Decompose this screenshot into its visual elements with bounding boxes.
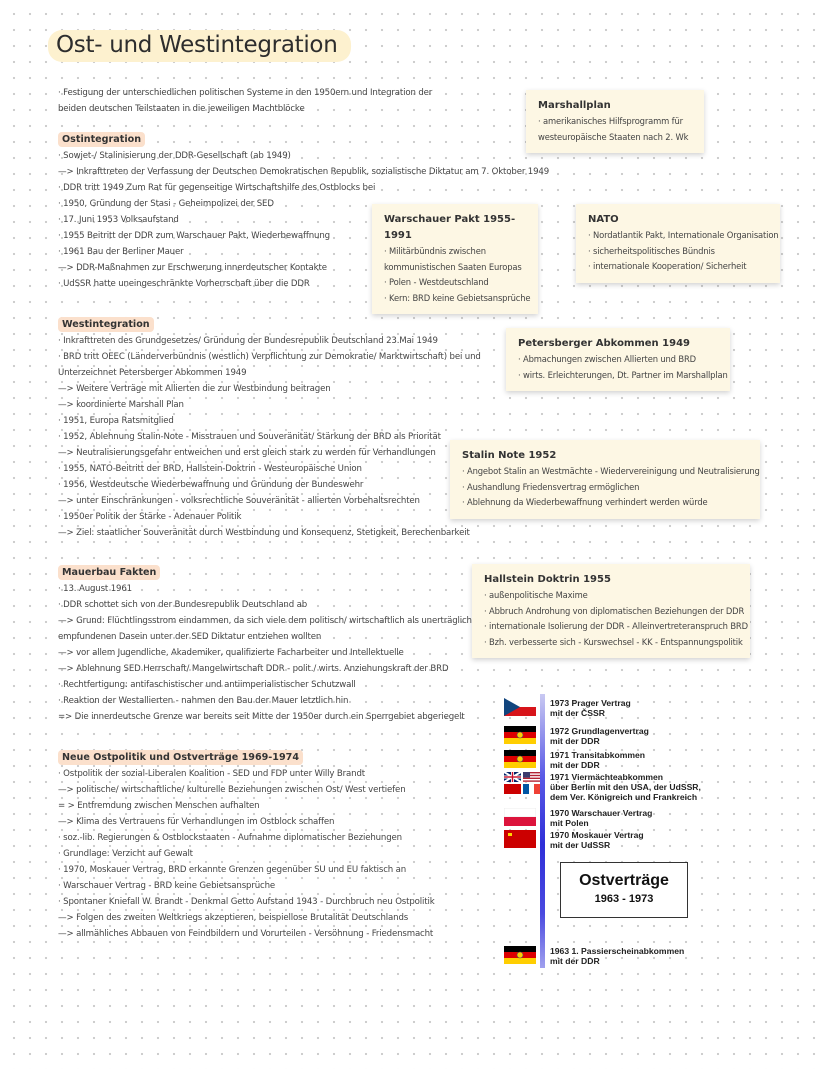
- timeline-text: 1971 Transitabkommen: [550, 750, 646, 760]
- neue-line: —> allmähliches Abbauen von Feindbildern und Vorurteilen - Versöhnung - Friedensmacht: [58, 929, 434, 939]
- note-line: kommunistischen Saaten Europas: [384, 261, 522, 272]
- note-line: westeuropäische Staaten nach 2. Wk: [538, 131, 689, 142]
- ostvertraege-years: 1963 - 1973: [594, 893, 654, 905]
- note-marshallplan: [526, 90, 704, 153]
- west-line: —> Weitere Verträge mit Allierten die zur Westbindung beitragen: [58, 384, 331, 394]
- note-petersberger-abkommen: [506, 328, 730, 391]
- note-line: · Bzh. verbesserte sich - Kurswechsel - KK - Entspannungspolitik: [484, 636, 743, 647]
- note-stalin-note: [450, 440, 760, 519]
- note-line: · Polen - Westdeutschland: [384, 277, 489, 287]
- west-line: · 1952, Ablehnung Stalin-Note - Misstrauen und Souveränität/ Stärkung der BRD als Priorität: [58, 432, 441, 442]
- timeline-bar: [540, 694, 545, 968]
- note-line: · Kern: BRD keine Gebietsansprüche: [384, 292, 531, 303]
- ost-line: —> DDR-Maßnahmen zur Erschwerung innerdeutscher Kontakte: [58, 263, 327, 273]
- west-line: —> Neutralisierungsgefahr entweichen und erst gleich stark zu werden für Verhandlungen: [58, 448, 436, 458]
- note-title: Marshallplan: [538, 100, 611, 111]
- ost-line: · 1950, Gründung der Stasi - Geheimpolizei der SED: [58, 199, 274, 209]
- note-title: Warschauer Pakt 1955-1991: [384, 214, 516, 241]
- west-line: · 1955, NATO-Beitritt der BRD, Hallstein-Doktrin - Westeuropäische Union: [58, 464, 362, 474]
- note-line: · amerikanisches Hilfsprogramm für: [538, 116, 683, 126]
- west-line: —> unter Einschränkungen - volksrechtliche Souveränität - allierten Vorbehaltsrechten: [58, 496, 420, 506]
- note-line: · Nordatlantik Pakt, Internationale Organisation: [588, 230, 779, 240]
- mauer-line: => Die innerdeutsche Grenze war bereits seit Mitte der 1950er durch ein Sperrgebiet abgeriegelt: [58, 712, 465, 722]
- timeline-text: 1963 1. Passierscheinabkommen: [550, 946, 685, 956]
- note-line: · internationale Kooperation/ Sicherheit: [588, 261, 747, 271]
- note-line: · Ablehnung da Wiederbewaffnung verhindert werden würde: [462, 497, 708, 507]
- neue-line: · Ostpolitik der sozial-Liberalen Koalition - SED und FDP unter Willy Brandt: [58, 769, 365, 779]
- note-title: Hallstein Doktrin 1955: [484, 574, 611, 585]
- ost-line: · 1961 Bau der Berliner Mauer: [58, 247, 184, 257]
- timeline-text: 1972 Grundlagenvertrag: [550, 726, 649, 736]
- ostvertraege-title: Ostverträge: [579, 872, 669, 889]
- note-line: · wirts. Erleichterungen, Dt. Partner im Marshallplan: [518, 369, 728, 380]
- neue-ostpolitik-heading: Neue Ostpolitik und Ostverträge 1969-1974: [58, 750, 303, 765]
- neue-line: —> Klima des Vertrauens für Verhandlungen im Ostblock schaffen: [58, 817, 335, 827]
- neue-line: · 1970, Moskauer Vertrag, BRD erkannte Grenzen gegenüber SU und EU faktisch an: [58, 865, 407, 875]
- mauerbau-heading: Mauerbau Fakten: [58, 565, 160, 580]
- ostvertraege-box: [560, 862, 688, 918]
- czech-flag-icon: [504, 698, 536, 716]
- west-line: · 1951, Europa Ratsmitglied: [58, 416, 174, 426]
- ost-line: —> Inkrafttreten der Verfassung der Deutschen Demokratischen Republik, sozialistische Diktatur am 7. Oktober 1949: [58, 167, 550, 177]
- intro-block: [58, 85, 498, 117]
- page-title: Ost- und Westintegration: [48, 30, 351, 62]
- neue-ostpolitik-section: [58, 745, 498, 942]
- west-line: Unterzeichnet Petersberger Abkommen 1949: [58, 368, 247, 378]
- west-line: · 1950er Politik der Stärke - Adenauer Politik: [58, 512, 242, 522]
- gdr-flag-icon: [504, 750, 536, 768]
- intro-line: · Festigung der unterschiedlichen politischen Systeme in den 1950ern und Integration der: [58, 88, 433, 98]
- west-line: · 1956, Westdeutsche Wiederbewaffnung und Gründung der Bundeswehr: [58, 480, 364, 490]
- note-warschauer-pakt: [372, 204, 538, 314]
- timeline-text: 1970 Moskauer Vertrag: [550, 830, 644, 840]
- mauer-line: · 13. August 1961: [58, 584, 132, 594]
- timeline-text: dem Ver. Königreich und Frankreich: [550, 792, 698, 802]
- note-line: · Angebot Stalin an Westmächte - Wiedervereinigung und Neutralisierung: [462, 466, 760, 476]
- westintegration-heading: Westintegration: [58, 317, 154, 332]
- note-line: · Abmachungen zwischen Allierten und BRD: [518, 354, 696, 364]
- note-title: Petersberger Abkommen 1949: [518, 338, 690, 349]
- neue-line: —> Folgen des zweiten Weltkriegs akzeptieren, beispiellose Brutalität Deutschlands: [58, 913, 409, 923]
- mauer-line: · Reaktion der Westallierten - nahmen den Bau der Mauer letztlich hin: [58, 696, 349, 706]
- westintegration-section: [58, 312, 498, 541]
- neue-line: = > Entfremdung zwischen Menschen aufhalten: [58, 801, 260, 811]
- note-hallstein-doktrin: [472, 564, 750, 658]
- west-line: · Inkrafttreten des Grundgesetzes/ Gründung der Bundesrepublik Deutschland 23.Mai 1949: [58, 336, 438, 346]
- mauer-line: · Rechtfertigung: antifaschistischer und antiimperialistischer Schutzwall: [58, 680, 356, 690]
- timeline-text: über Berlin mit den USA, der UdSSR,: [550, 782, 701, 792]
- gdr-flag-icon: [504, 946, 536, 964]
- neue-line: · Grundlage: Verzicht auf Gewalt: [58, 849, 193, 859]
- ostintegration-heading: Ostintegration: [58, 132, 145, 147]
- note-title: Stalin Note 1952: [462, 450, 557, 461]
- ost-line: · Sowjet-/ Stalinisierung der DDR-Gesellschaft (ab 1949): [58, 151, 291, 161]
- ost-line: · DDR tritt 1949 Zum Rat für gegenseitige Wirtschaftshilfe des Ostblocks bei: [58, 183, 376, 193]
- mauer-line: empfundenen Dasein unter der SED Diktatur entziehen wollten: [58, 632, 322, 642]
- west-line: —> koordinierte Marshall Plan: [58, 400, 184, 410]
- note-line: · sicherheitspolitisches Bündnis: [588, 245, 715, 256]
- allied-flags-icon: [504, 772, 540, 794]
- note-line: · Militärbündnis zwischen: [384, 246, 486, 256]
- timeline-text: 1971 Viermächteabkommen: [550, 772, 664, 782]
- neue-line: · Warschauer Vertrag - BRD keine Gebietsansprüche: [58, 881, 276, 891]
- note-line: · internationale Isolierung der DDR - Alleinvertreteranspruch BRD: [484, 621, 748, 631]
- timeline-text: 1970 Warschauer Vertrag: [550, 808, 653, 818]
- mauer-line: —> Grund: Flüchtlingsstrom eindammen, da sich viele dem politisch/ wirtschaftlich als unerträglich: [58, 616, 472, 626]
- neue-line: · Spontaner Kniefall W. Brandt - Denkmal Getto Aufstand 1943 - Durchbruch neu Ostpolitik: [58, 897, 435, 907]
- note-line: · Aushandlung Friedensvertrag ermöglichen: [462, 481, 640, 492]
- timeline-text: mit der DDR: [550, 736, 600, 746]
- neue-line: · soz.-lib. Regierungen & Ostblockstaaten - Aufnahme diplomatischer Beziehungen: [58, 833, 402, 843]
- ussr-flag-icon: [504, 830, 536, 848]
- intro-line: beiden deutschen Teilstaaten in die jeweiligen Machtblöcke: [58, 104, 305, 114]
- mauer-line: · DDR schottet sich von der Bundesrepublik Deutschland ab: [58, 600, 308, 610]
- west-line: —> Ziel: staatlicher Souveränität durch Westbindung und Konsequenz, Stetigkeit, Berechenbarkeit: [58, 528, 470, 538]
- poland-flag-icon: [504, 808, 536, 826]
- note-nato: [576, 204, 780, 283]
- note-line: · außenpolitische Maxime: [484, 590, 588, 600]
- mauerbau-section: [58, 560, 498, 725]
- ost-line: · 17. Juni 1953 Volksaufstand: [58, 215, 179, 225]
- ost-line: · UdSSR hatte uneingeschränkte Vorherrschaft über die DDR: [58, 279, 310, 289]
- timeline-text: mit der ČSSR: [550, 708, 605, 718]
- gdr-flag-icon: [504, 726, 536, 744]
- west-line: · BRD tritt OEEC (Länderverbündnis (westlich) Verpflichtung zur Demokratie/ Marktwirtschaft) bei und: [58, 352, 481, 362]
- mauer-line: —> Ablehnung SED Herrschaft/ Mangelwirtschaft DDR - polit./ wirts. Anziehungskraft der BRD: [58, 664, 449, 674]
- timeline-text: mit der UdSSR: [550, 840, 611, 850]
- neue-line: —> politische/ wirtschaftliche/ kulturelle Beziehungen zwischen Ost/ West vertiefen: [58, 785, 406, 795]
- timeline-text: mit der DDR: [550, 956, 600, 966]
- timeline-text: mit Polen: [550, 818, 589, 828]
- timeline-text: 1973 Prager Vertrag: [550, 698, 631, 708]
- mauer-line: —> vor allem Jugendliche, Akademiker, qualifizierte Facharbeiter und Intellektuelle: [58, 648, 404, 658]
- note-line: · Abbruch Androhung von diplomatischen Beziehungen der DDR: [484, 605, 745, 616]
- note-title: NATO: [588, 214, 619, 225]
- timeline-text: mit der DDR: [550, 760, 600, 770]
- ost-line: · 1955 Beitritt der DDR zum Warschauer Pakt, Wiederbewaffnung: [58, 231, 330, 241]
